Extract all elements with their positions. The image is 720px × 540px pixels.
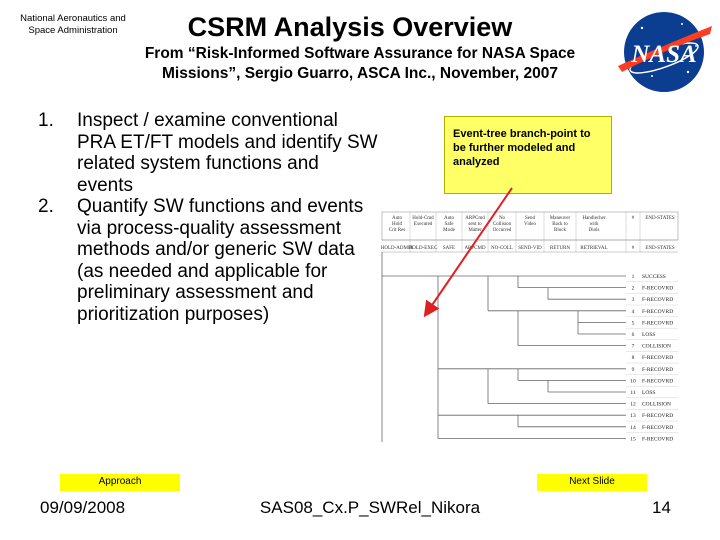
tree-code-label: RETRIEVAL: [580, 246, 608, 251]
tree-end-state: F-RECOVRD: [642, 297, 674, 304]
tree-row-number: 7: [631, 343, 635, 350]
tree-row-number: 2: [631, 285, 635, 292]
tree-end-state: COLLISION: [642, 343, 672, 350]
tree-code-label: SEND-VID: [518, 246, 542, 251]
tree-end-state: F-RECOVRD: [642, 424, 674, 431]
tree-end-state: F-RECOVRD: [642, 285, 674, 292]
page-number: 14: [652, 498, 671, 517]
slide-title: CSRM Analysis Overview: [187, 12, 513, 42]
tree-code-label: NO-COLL: [491, 246, 513, 251]
tree-row-number: 10: [630, 378, 636, 385]
tree-end-state: F-RECOVRD: [642, 378, 674, 385]
tree-row-number: 5: [631, 320, 635, 327]
tree-row-number: 8: [631, 355, 635, 362]
logo-text: NASA: [631, 41, 697, 68]
list-item-number: 1.: [38, 110, 54, 131]
list-item: [38, 110, 378, 196]
slide-subtitle: [90, 44, 630, 84]
tree-code-label: END-STATES: [645, 246, 675, 251]
tree-end-state: F-RECOVRD: [642, 355, 674, 362]
callout-arrow: [400, 180, 540, 330]
tree-code-label: RETURN: [550, 246, 570, 251]
tree-header-label: Handlecher with Diols: [582, 216, 606, 233]
approach-button[interactable]: Approach: [60, 474, 180, 491]
tree-header-label: No Collision Occurred: [492, 216, 512, 233]
tree-end-state: F-RECOVRD: [642, 308, 674, 315]
tree-code-label: #: [631, 246, 635, 251]
tree-row-number: 12: [630, 401, 636, 408]
org-name-line1: National Aeronautics and: [20, 13, 126, 24]
tree-row-number: 6: [631, 332, 635, 338]
tree-code-label: SAFE: [442, 246, 456, 251]
tree-row-number: 15: [630, 436, 636, 442]
nasa-logo: [612, 6, 716, 98]
tree-end-state: F-RECOVRD: [642, 436, 674, 442]
tree-row-number: 3: [631, 297, 635, 304]
arrow-line: [426, 188, 512, 314]
tree-code-label: HOLD-EXEC: [408, 246, 438, 251]
branch-point-callout: Event-tree branch-point to be further modeled and analyzed: [444, 116, 612, 194]
tree-end-state: COLLISION: [642, 401, 672, 408]
list-item-number: 2.: [38, 196, 54, 217]
tree-row-number: 1: [631, 274, 635, 280]
tree-row-number: 13: [630, 413, 636, 420]
tree-end-state: LOSS: [642, 390, 656, 396]
tree-row-number: 11: [630, 390, 636, 396]
tree-header-label: #: [631, 216, 635, 221]
tree-code-label: HOLD-ADMIN: [380, 246, 414, 251]
tree-end-state: LOSS: [642, 332, 656, 338]
approach-steps-list: [38, 110, 378, 325]
subtitle-line1: From “Risk-Informed Software Assurance for NASA Space: [144, 45, 576, 62]
tree-header-label: ARPCmd sent to Matter: [465, 216, 485, 233]
tree-end-state: F-RECOVRD: [642, 413, 674, 420]
next-slide-button[interactable]: Next Slide: [537, 474, 647, 491]
tree-end-state: F-RECOVRD: [642, 366, 674, 373]
org-name: [8, 13, 138, 37]
tree-code-label: ARPCMD: [464, 246, 486, 251]
tree-header-label: Maneuver Back to Block: [549, 216, 571, 233]
footer-date: 09/09/2008: [40, 498, 126, 517]
tree-header-label: Hold-Cmd Executed: [412, 216, 434, 227]
tree-row-number: 4: [631, 308, 635, 315]
list-item-text: Inspect / examine conventional PRA ET/FT models and identify SW related system functions and events: [77, 110, 378, 196]
list-item: [38, 196, 378, 325]
list-item-text: Quantify SW functions and events via process-quality assessment methods and/or generic SW data (as needed and applicable for preliminary assessment and prioritization purposes): [77, 196, 364, 325]
subtitle-line2: Missions”, Sergio Guarro, ASCA Inc., November, 2007: [162, 65, 558, 82]
tree-end-state: F-RECOVRD: [642, 320, 674, 327]
tree-row-number: 9: [631, 366, 635, 373]
org-name-line2: Space Administration: [28, 25, 118, 36]
tree-header-label: Send Video: [524, 216, 536, 227]
footer-document-code: SAS08_Cx.P_SWRel_Nikora: [259, 498, 481, 517]
tree-row-number: 14: [630, 424, 636, 431]
tree-header-label: Auto Safe Mode: [443, 216, 455, 233]
tree-end-state: SUCCESS: [642, 274, 666, 280]
tree-header-label: END-STATES: [645, 216, 675, 221]
tree-header-label: Auto Hold Crit Res: [388, 216, 406, 233]
